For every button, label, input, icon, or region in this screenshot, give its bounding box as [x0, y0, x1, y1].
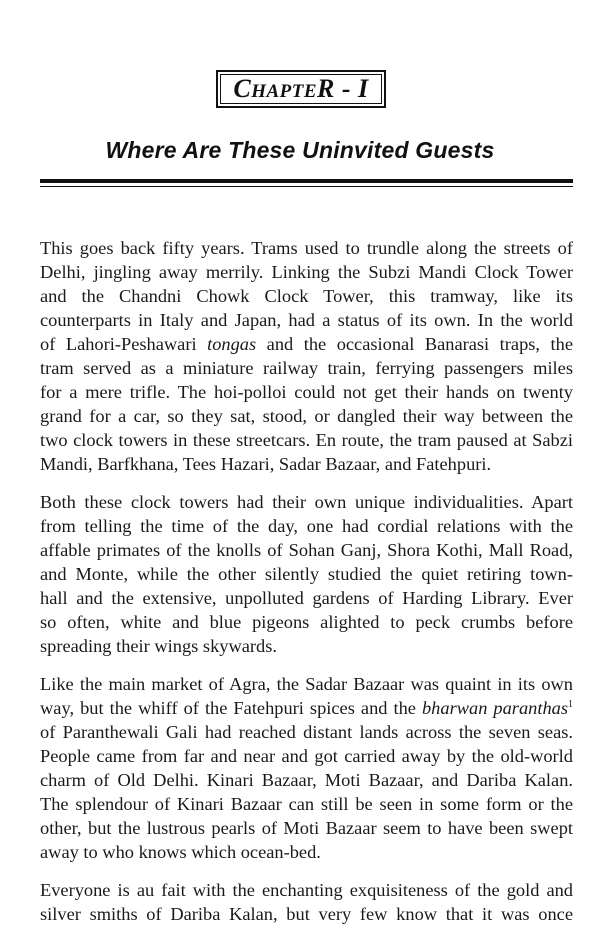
text-line: hall and the extensive, unpolluted gardens of Harding Library. Ever — [40, 588, 573, 608]
text-line: of Paranthewali Gali had reached distant lands across the seven seas. — [40, 722, 573, 742]
text-line: from telling the time of the day, one had cordial relations with the — [40, 516, 573, 536]
text-line: counterparts in Italy and Japan, had a status of its own. In the world — [40, 310, 573, 330]
text-line: so often, white and blue pigeons alighted to peck crumbs before — [40, 612, 573, 632]
text-line: Both these clock towers had their own unique individualities. Apart — [40, 492, 573, 512]
text-line: Mandi, Barfkhana, Tees Hazari, Sadar Bazaar, and Fatehpuri. — [40, 454, 492, 474]
title-rule-thick — [40, 179, 573, 183]
text-line: away to who knows which ocean-bed. — [40, 842, 321, 862]
text-line: People came from far and near and got carried away by the old-world — [40, 746, 573, 766]
chapter-label: CHAPTER - I — [233, 74, 369, 103]
text-line: Like the main market of Agra, the Sadar Bazaar was quaint in its own — [40, 674, 573, 694]
text-line: and Monte, while the other silently studied the quiet retiring town- — [40, 564, 573, 584]
text-line: Delhi, jingling away merrily. Linking the Subzi Mandi Clock Tower — [40, 262, 573, 282]
text-line: two clock towers in these streetcars. En route, the tram paused at Sabzi — [40, 430, 573, 450]
paragraph-4 — [40, 878, 573, 926]
footnote-marker: 1 — [568, 698, 573, 710]
text-line: way, but the whiff of the Fatehpuri spices and the bharwan paranthas$^1$ — [40, 698, 573, 718]
text-line: Everyone is au fait with the enchanting exquisiteness of the gold and — [40, 880, 573, 900]
paragraph-3 — [40, 672, 573, 864]
title-rule-thin — [40, 186, 573, 187]
text-line: This goes back fifty years. Trams used to trundle along the streets of — [40, 238, 573, 258]
text-line: for a mere trifle. The hoi-polloi could not get their hands on twenty — [40, 382, 573, 402]
paragraph-1 — [40, 236, 573, 476]
text-line: charm of Old Delhi. Kinari Bazaar, Moti Bazaar, and Dariba Kalan. — [40, 770, 573, 790]
chapter-heading-box — [216, 70, 386, 108]
chapter-title: Where Are These Uninvited Guests — [105, 137, 495, 163]
text-line: spreading their wings skywards. — [40, 636, 277, 656]
text-line: silver smiths of Dariba Kalan, but very few know that it was once — [40, 904, 573, 924]
text-line: other, but the lustrous pearls of Moti Bazaar seem to have been swept — [40, 818, 573, 838]
paragraph-2 — [40, 490, 573, 658]
text-line: and the Chandni Chowk Clock Tower, this tramway, like its — [40, 286, 573, 306]
text-line: affable primates of the knolls of Sohan Ganj, Shora Kothi, Mall Road, — [40, 540, 573, 560]
text-line: of Lahori-Peshawari tongas and the occasional Banarasi traps, the — [40, 334, 573, 354]
text-line: tram served as a miniature railway train, ferrying passengers miles — [40, 358, 573, 378]
body-text — [40, 236, 573, 926]
text-line: grand for a car, so they sat, stood, or dangled their way between the — [40, 406, 573, 426]
text-line: The splendour of Kinari Bazaar can still be seen in some form or the — [40, 794, 573, 814]
